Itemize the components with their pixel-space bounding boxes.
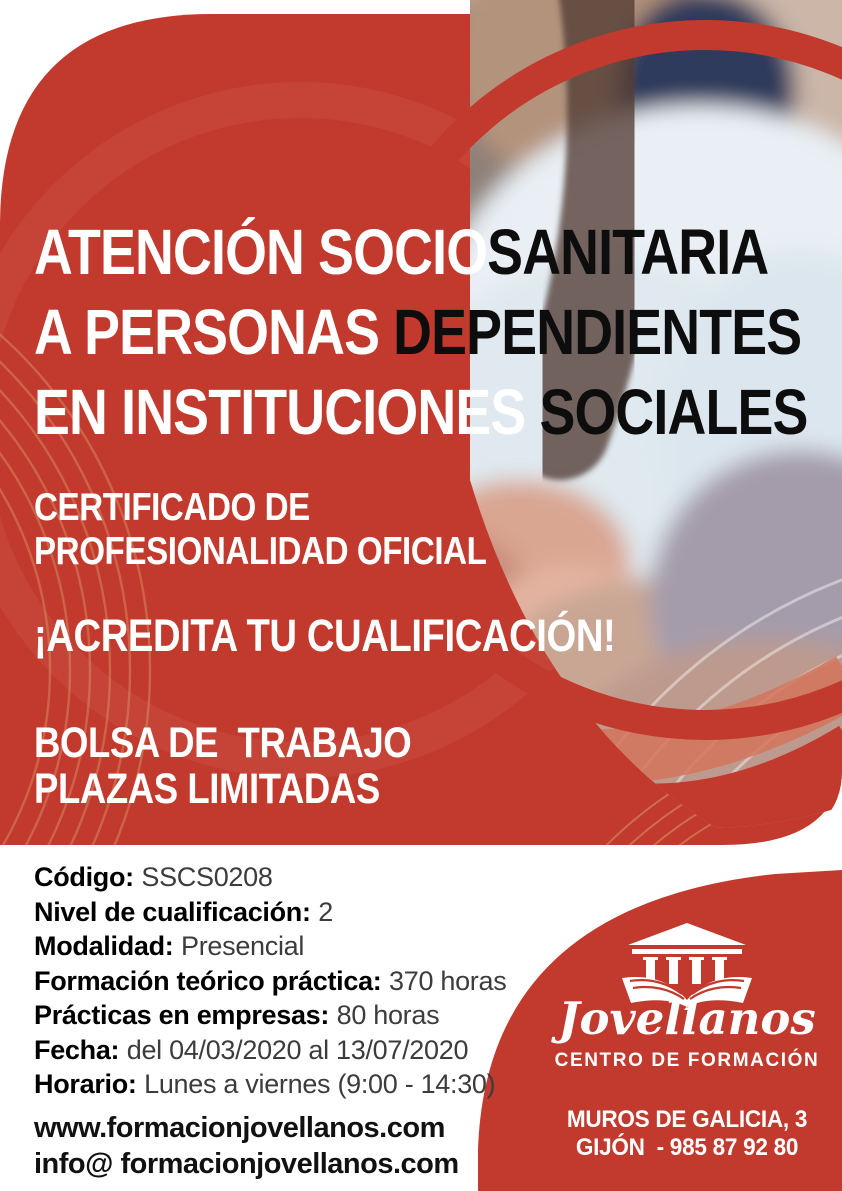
- detail-practicas: Prácticas en empresas: 80 horas: [34, 1000, 440, 1030]
- address-street: MUROS DE GALICIA, 3: [566, 1106, 808, 1133]
- detail-nivel: Nivel de cualificación: 2: [34, 896, 333, 927]
- title-line-3: EN INSTITUCIONES SOCIALES: [34, 376, 808, 448]
- contact-block: [34, 1110, 459, 1182]
- brand-name: Jovellanos: [558, 992, 816, 1045]
- certificate-subtitle: CERTIFICADO DE PROFESIONALIDAD OFICIAL: [34, 486, 487, 573]
- brand-tagline: CENTRO DE FORMACIÓN: [554, 1050, 820, 1071]
- title-line-2: A PERSONAS DEPENDIENTES: [34, 296, 802, 368]
- title-line-1: ATENCIÓN SOCIOSANITARIA: [34, 216, 769, 288]
- email-address: info@ formacionjovellanos.com: [34, 1148, 459, 1180]
- address-city-phone: GIJÓN - 985 87 92 80: [575, 1134, 799, 1161]
- brand-address: [549, 1106, 825, 1162]
- detail-fecha: Fecha: del 04/03/2020 al 13/07/2020: [34, 1034, 469, 1065]
- accreditation-claim: ¡ACREDITA TU CUALIFICACIÓN!: [34, 610, 616, 661]
- course-title: [34, 212, 842, 452]
- detail-horario: Horario: Lunes a viernes (9:00 - 14:30): [34, 1069, 496, 1099]
- website-url: www.formacionjovellanos.com: [34, 1112, 445, 1144]
- detail-modalidad: Modalidad: Presencial: [34, 931, 305, 961]
- detail-codigo: Código: SSCS0208: [34, 862, 273, 892]
- detail-formacion: Formación teórico práctica: 370 horas: [34, 965, 507, 996]
- jobs-banner: BOLSA DE TRABAJO PLAZAS LIMITADAS: [34, 719, 412, 813]
- course-details-list: [34, 860, 506, 1102]
